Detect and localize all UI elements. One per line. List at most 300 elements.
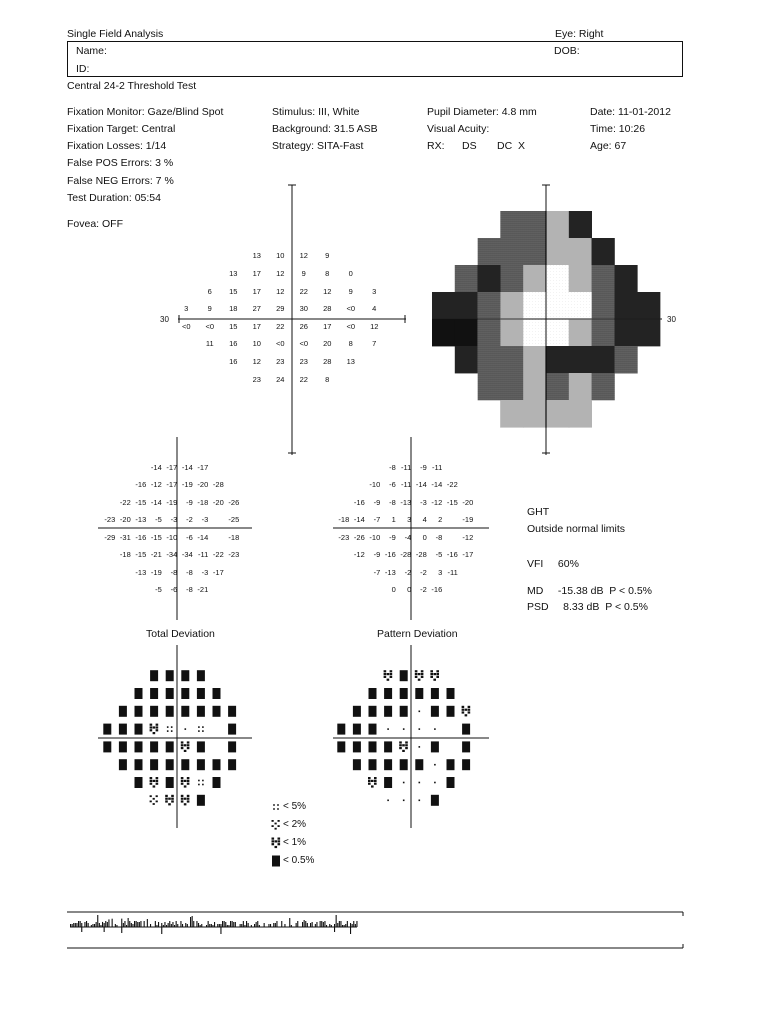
p-lt-0-5-symbol bbox=[119, 741, 127, 752]
pattern-deviation-value: 0 bbox=[407, 585, 412, 595]
grayscale-cell bbox=[569, 292, 592, 319]
pattern-deviation-value: -10 bbox=[369, 480, 381, 490]
threshold-value: 22 bbox=[299, 374, 308, 384]
total-deviation-value: -18 bbox=[197, 497, 209, 507]
p-lt-5-symbol bbox=[273, 804, 279, 810]
p-lt-0-5-symbol bbox=[181, 688, 189, 699]
total-deviation-value: -16 bbox=[135, 532, 147, 542]
fixation-losses: Fixation Losses: 1/14 bbox=[67, 140, 167, 152]
p-lt-0-5-symbol bbox=[135, 777, 143, 788]
p-lt-0-5-symbol bbox=[462, 759, 470, 770]
pattern-deviation-value: -7 bbox=[373, 515, 381, 525]
threshold-value: 8 bbox=[325, 374, 330, 384]
p-lt-1-symbol bbox=[181, 741, 190, 752]
pattern-deviation-value: -16 bbox=[353, 497, 365, 507]
total-deviation-value: -23 bbox=[104, 515, 116, 525]
grayscale-cell bbox=[500, 319, 523, 346]
total-deviation-value: -18 bbox=[119, 550, 131, 560]
threshold-value: 9 bbox=[207, 304, 212, 314]
threshold-value: 9 bbox=[325, 251, 330, 261]
total-deviation-value: -25 bbox=[228, 515, 240, 525]
grayscale-cell bbox=[546, 319, 569, 346]
total-deviation-value: -19 bbox=[166, 497, 178, 507]
name-field: Name: bbox=[76, 45, 107, 57]
pattern-deviation-value: -8 bbox=[389, 497, 396, 507]
psd-value: PSD 8.33 dB P < 0.5% bbox=[527, 601, 648, 613]
grayscale-cell bbox=[614, 265, 637, 292]
grayscale-cell bbox=[523, 400, 546, 427]
grayscale-cell bbox=[432, 292, 455, 319]
total-deviation-value: -17 bbox=[166, 480, 178, 490]
total-deviation-value: -34 bbox=[166, 550, 178, 560]
total-deviation-value: -3 bbox=[201, 515, 209, 525]
total-deviation-value: -12 bbox=[150, 480, 162, 490]
p-lt-0-5-symbol bbox=[166, 777, 174, 788]
grayscale-cell bbox=[569, 211, 592, 238]
pattern-deviation-value: -14 bbox=[431, 480, 443, 490]
threshold-value: 12 bbox=[299, 251, 308, 261]
pattern-deviation-value: -15 bbox=[446, 497, 458, 507]
threshold-value: 12 bbox=[276, 286, 285, 296]
total-deviation-value: -17 bbox=[212, 567, 224, 577]
total-deviation-value: -20 bbox=[212, 497, 224, 507]
total-deviation-label: Total Deviation bbox=[146, 628, 215, 640]
pattern-deviation-value: -11 bbox=[431, 462, 443, 472]
p-lt-0-5-symbol bbox=[337, 741, 345, 752]
pattern-deviation-value: -16 bbox=[431, 585, 443, 595]
grayscale-cell bbox=[569, 319, 592, 346]
pattern-deviation-value: -9 bbox=[373, 550, 381, 560]
false-pos-errors: False POS Errors: 3 % bbox=[67, 157, 174, 169]
normal-symbol bbox=[419, 800, 421, 802]
axis-label-left: 30 bbox=[160, 315, 169, 324]
p-lt-0-5-symbol bbox=[400, 706, 408, 717]
pattern-deviation-value: -13 bbox=[384, 567, 396, 577]
ght-value: Outside normal limits bbox=[527, 523, 626, 535]
pattern-deviation-value: -4 bbox=[404, 532, 412, 542]
pattern-deviation-value: -9 bbox=[373, 497, 381, 507]
normal-symbol bbox=[434, 782, 436, 784]
grayscale-cell bbox=[500, 292, 523, 319]
total-deviation-value: -3 bbox=[170, 515, 178, 525]
grayscale-cell bbox=[569, 400, 592, 427]
threshold-value: 3 bbox=[372, 286, 377, 296]
pattern-deviation-value: -13 bbox=[400, 497, 412, 507]
threshold-value: 7 bbox=[372, 339, 377, 349]
threshold-value: 15 bbox=[229, 286, 238, 296]
threshold-value: 28 bbox=[323, 357, 332, 366]
total-deviation-value: -15 bbox=[135, 497, 147, 507]
threshold-value: <0 bbox=[181, 321, 191, 331]
threshold-value: 24 bbox=[276, 374, 285, 384]
p-lt-0-5-symbol bbox=[369, 688, 377, 699]
threshold-value: <0 bbox=[346, 321, 356, 331]
p-lt-0-5-symbol bbox=[353, 724, 361, 735]
p-lt-0-5-symbol bbox=[197, 795, 205, 806]
total-deviation-value: -5 bbox=[155, 515, 162, 525]
p-lt-0-5-symbol bbox=[166, 741, 174, 752]
grayscale-cell bbox=[592, 373, 615, 400]
total-deviation-value: -31 bbox=[119, 532, 131, 542]
p-lt-0-5-symbol bbox=[400, 759, 408, 770]
p-lt-1-symbol bbox=[399, 741, 408, 752]
pattern-deviation-value: -14 bbox=[353, 515, 365, 525]
grayscale-cell bbox=[592, 292, 615, 319]
total-deviation-value: -22 bbox=[212, 550, 224, 560]
p-lt-1-symbol bbox=[384, 670, 393, 681]
threshold-value: 22 bbox=[276, 321, 285, 331]
grayscale-cell bbox=[637, 292, 660, 319]
total-deviation-value: -17 bbox=[197, 462, 209, 472]
p-lt-0-5-symbol bbox=[353, 706, 361, 717]
threshold-value: 9 bbox=[301, 269, 306, 278]
threshold-value: 29 bbox=[276, 304, 285, 314]
pattern-deviation-value: -28 bbox=[400, 550, 412, 560]
grayscale-cell bbox=[614, 319, 637, 346]
pattern-deviation-value: -12 bbox=[353, 550, 365, 560]
total-deviation-value: -26 bbox=[228, 497, 240, 507]
threshold-value: 10 bbox=[276, 251, 285, 261]
grayscale-cell bbox=[478, 373, 501, 400]
total-deviation-value: -17 bbox=[166, 462, 178, 472]
normal-symbol bbox=[419, 711, 421, 713]
p-lt-0-5-symbol bbox=[369, 724, 377, 735]
threshold-value: 13 bbox=[252, 251, 261, 261]
threshold-value: 27 bbox=[252, 304, 261, 314]
normal-symbol bbox=[403, 800, 405, 802]
p-lt-5-symbol bbox=[167, 726, 173, 732]
p-lt-0-5-symbol bbox=[197, 670, 205, 681]
pattern-deviation-value: 3 bbox=[438, 567, 443, 577]
report-title: Single Field Analysis bbox=[67, 28, 164, 40]
total-deviation-value: -5 bbox=[155, 585, 162, 595]
total-deviation-value: -23 bbox=[228, 550, 240, 560]
total-deviation-value: -19 bbox=[181, 480, 193, 490]
p-lt-0-5-symbol bbox=[462, 724, 470, 735]
p-lt-1-symbol bbox=[462, 706, 471, 717]
threshold-value: 12 bbox=[252, 357, 261, 366]
p-lt-0-5-symbol bbox=[150, 688, 158, 699]
grayscale-cell bbox=[478, 265, 501, 292]
p-lt-0-5-symbol bbox=[415, 759, 423, 770]
p-lt-0-5-symbol bbox=[119, 706, 127, 717]
normal-symbol bbox=[387, 800, 389, 802]
normal-symbol bbox=[434, 764, 436, 766]
total-deviation-value: -14 bbox=[150, 462, 162, 472]
p-lt-0-5-symbol bbox=[384, 706, 392, 717]
p-lt-0-5-symbol bbox=[431, 741, 439, 752]
pattern-deviation-value: -9 bbox=[389, 532, 396, 542]
p-lt-0-5-symbol bbox=[228, 706, 236, 717]
total-deviation-value: -6 bbox=[170, 585, 178, 595]
pattern-deviation-value: -8 bbox=[389, 462, 396, 472]
grayscale-cell bbox=[637, 319, 660, 346]
id-field: ID: bbox=[76, 63, 90, 75]
p-lt-0-5-symbol bbox=[400, 688, 408, 699]
false-neg-errors: False NEG Errors: 7 % bbox=[67, 175, 174, 187]
grayscale-cell bbox=[500, 238, 523, 265]
legend-1: < 1% bbox=[283, 837, 307, 848]
threshold-value: 22 bbox=[299, 286, 308, 296]
strategy: Strategy: SITA-Fast bbox=[272, 140, 364, 152]
pattern-deviation-value: -2 bbox=[420, 567, 427, 577]
total-deviation-value: -15 bbox=[135, 550, 147, 560]
p-lt-0-5-symbol bbox=[228, 741, 236, 752]
test-date: Date: 11-01-2012 bbox=[590, 106, 671, 118]
pattern-deviation-value: 0 bbox=[422, 532, 427, 542]
threshold-value: 16 bbox=[229, 339, 238, 349]
threshold-value: <0 bbox=[205, 321, 215, 331]
p-lt-0-5-symbol bbox=[119, 724, 127, 735]
p-lt-0-5-symbol bbox=[213, 688, 221, 699]
p-lt-0-5-symbol bbox=[369, 741, 377, 752]
p-lt-1-symbol bbox=[150, 777, 159, 788]
p-lt-0-5-symbol bbox=[166, 759, 174, 770]
p-lt-0-5-symbol bbox=[384, 777, 392, 788]
grayscale-cell bbox=[455, 292, 478, 319]
total-deviation-value: -3 bbox=[201, 567, 209, 577]
p-lt-0-5-symbol bbox=[135, 724, 143, 735]
pattern-deviation-label: Pattern Deviation bbox=[377, 628, 458, 640]
grayscale-cell bbox=[455, 346, 478, 373]
pattern-deviation-value: -7 bbox=[373, 567, 381, 577]
threshold-value: 16 bbox=[229, 357, 238, 366]
p-lt-1-symbol bbox=[415, 670, 424, 681]
p-lt-0-5-symbol bbox=[415, 688, 423, 699]
legend-symbols bbox=[272, 804, 281, 866]
p-lt-0-5-symbol bbox=[181, 706, 189, 717]
p-lt-2-symbol bbox=[150, 795, 158, 805]
md-value: MD -15.38 dB P < 0.5% bbox=[527, 585, 652, 597]
grayscale-cell bbox=[500, 346, 523, 373]
total-deviation-value: -14 bbox=[181, 462, 193, 472]
total-deviation-value: -16 bbox=[135, 480, 147, 490]
pattern-deviation-value: -12 bbox=[431, 497, 443, 507]
fixation-monitor: Fixation Monitor: Gaze/Blind Spot bbox=[67, 106, 224, 118]
grayscale-cell bbox=[455, 265, 478, 292]
grayscale-cell bbox=[478, 292, 501, 319]
p-lt-0-5-symbol bbox=[135, 706, 143, 717]
rx: RX: DS DC X bbox=[427, 140, 526, 152]
threshold-value: 13 bbox=[229, 269, 238, 278]
pattern-deviation-value: -5 bbox=[435, 550, 443, 560]
p-lt-0-5-symbol bbox=[150, 670, 158, 681]
grayscale-cell bbox=[523, 238, 546, 265]
total-deviation-value: -19 bbox=[150, 567, 162, 577]
total-deviation-value: -29 bbox=[104, 532, 116, 542]
threshold-value: 3 bbox=[184, 304, 189, 314]
p-lt-0-5-symbol bbox=[228, 724, 236, 735]
grayscale-cell bbox=[500, 211, 523, 238]
grayscale-cell bbox=[432, 319, 455, 346]
pattern-deviation-value: -28 bbox=[415, 550, 427, 560]
grayscale-cell bbox=[546, 292, 569, 319]
p-lt-1-symbol bbox=[181, 777, 190, 788]
p-lt-1-symbol bbox=[368, 777, 377, 788]
threshold-value: 26 bbox=[299, 321, 308, 331]
threshold-value: 18 bbox=[229, 304, 238, 314]
ght-label: GHT bbox=[527, 506, 550, 518]
p-lt-0-5-symbol bbox=[135, 759, 143, 770]
threshold-value: 10 bbox=[252, 339, 261, 349]
threshold-value: 28 bbox=[323, 304, 332, 314]
grayscale-cell bbox=[523, 319, 546, 346]
p-lt-0-5-symbol bbox=[384, 759, 392, 770]
total-deviation-value: -20 bbox=[197, 480, 209, 490]
p-lt-1-symbol bbox=[272, 838, 281, 849]
grayscale-cell bbox=[614, 292, 637, 319]
grayscale-cell bbox=[523, 265, 546, 292]
legend-5: < 5% bbox=[283, 801, 307, 812]
grayscale-cell bbox=[478, 238, 501, 265]
p-lt-0-5-symbol bbox=[150, 741, 158, 752]
p-lt-0-5-symbol bbox=[103, 741, 111, 752]
p-lt-0-5-symbol bbox=[272, 856, 280, 867]
total-deviation-value: -21 bbox=[150, 550, 162, 560]
normal-symbol bbox=[419, 782, 421, 784]
p-lt-0-5-symbol bbox=[431, 706, 439, 717]
threshold-value: 15 bbox=[229, 321, 238, 331]
p-lt-0-5-symbol bbox=[103, 724, 111, 735]
threshold-value: 9 bbox=[348, 286, 353, 296]
grayscale-cell bbox=[546, 373, 569, 400]
grayscale-cell bbox=[523, 292, 546, 319]
pattern-deviation-value: -23 bbox=[338, 532, 350, 542]
test-time: Time: 10:26 bbox=[590, 123, 646, 135]
normal-symbol bbox=[419, 728, 421, 730]
fovea: Fovea: OFF bbox=[67, 218, 124, 230]
p-lt-0-5-symbol bbox=[400, 670, 408, 681]
p-lt-0-5-symbol bbox=[150, 759, 158, 770]
p-lt-0-5-symbol bbox=[213, 706, 221, 717]
test-name: Central 24-2 Threshold Test bbox=[67, 80, 197, 92]
pattern-deviation-value: -3 bbox=[420, 497, 427, 507]
grayscale-cell bbox=[523, 346, 546, 373]
normal-symbol bbox=[185, 728, 187, 730]
normal-symbol bbox=[419, 746, 421, 748]
p-lt-0-5-symbol bbox=[228, 759, 236, 770]
threshold-value: 23 bbox=[299, 357, 308, 366]
p-lt-0-5-symbol bbox=[353, 759, 361, 770]
p-lt-0-5-symbol bbox=[119, 759, 127, 770]
pattern-deviation-value: 1 bbox=[391, 515, 396, 525]
p-lt-0-5-symbol bbox=[197, 688, 205, 699]
test-duration: Test Duration: 05:54 bbox=[67, 192, 161, 204]
grayscale-cell bbox=[546, 211, 569, 238]
threshold-value: 6 bbox=[207, 286, 212, 296]
p-lt-0-5-symbol bbox=[353, 741, 361, 752]
pattern-deviation-value: -17 bbox=[462, 550, 474, 560]
normal-symbol bbox=[403, 782, 405, 784]
p-lt-0-5-symbol bbox=[431, 688, 439, 699]
total-deviation-value: -20 bbox=[119, 515, 131, 525]
p-lt-0-5-symbol bbox=[135, 741, 143, 752]
total-deviation-value: -8 bbox=[186, 585, 193, 595]
pattern-deviation-value: -16 bbox=[384, 550, 396, 560]
p-lt-0-5-symbol bbox=[197, 759, 205, 770]
total-deviation-value: -14 bbox=[197, 532, 209, 542]
pattern-deviation-value: -26 bbox=[353, 532, 365, 542]
pattern-deviation-value: -11 bbox=[447, 567, 458, 577]
grayscale-cell bbox=[569, 346, 592, 373]
p-lt-0-5-symbol bbox=[181, 670, 189, 681]
p-lt-1-symbol bbox=[150, 724, 159, 735]
total-deviation-value: -8 bbox=[186, 567, 193, 577]
normal-symbol bbox=[403, 728, 405, 730]
grayscale-cell bbox=[500, 265, 523, 292]
pattern-deviation-value: -10 bbox=[369, 532, 381, 542]
patient-age: Age: 67 bbox=[590, 140, 627, 152]
threshold-value: 23 bbox=[276, 357, 285, 366]
p-lt-0-5-symbol bbox=[135, 688, 143, 699]
total-deviation-value: -22 bbox=[119, 497, 131, 507]
pattern-deviation-value: -12 bbox=[462, 532, 474, 542]
normal-symbol bbox=[434, 728, 436, 730]
p-lt-0-5-symbol bbox=[213, 759, 221, 770]
threshold-value: 17 bbox=[252, 321, 261, 331]
stimulus: Stimulus: III, White bbox=[272, 106, 360, 118]
p-lt-1-symbol bbox=[430, 670, 439, 681]
p-lt-0-5-symbol bbox=[166, 688, 174, 699]
grayscale-map bbox=[432, 185, 662, 455]
legend-2: < 2% bbox=[283, 819, 307, 830]
vfi-value: VFI 60% bbox=[527, 558, 579, 570]
total-deviation-value: -21 bbox=[197, 585, 209, 595]
grayscale-cell bbox=[569, 265, 592, 292]
pattern-deviation-value: 3 bbox=[407, 515, 412, 525]
threshold-value: 30 bbox=[299, 304, 308, 314]
total-deviation-value: -15 bbox=[150, 532, 162, 542]
grayscale-cell bbox=[500, 400, 523, 427]
p-lt-5-symbol bbox=[198, 780, 204, 786]
p-lt-0-5-symbol bbox=[447, 777, 455, 788]
p-lt-0-5-symbol bbox=[213, 777, 221, 788]
grayscale-cell bbox=[592, 238, 615, 265]
fixation-target: Fixation Target: Central bbox=[67, 123, 176, 135]
p-lt-0-5-symbol bbox=[369, 759, 377, 770]
threshold-value: 12 bbox=[370, 321, 379, 331]
total-deviation-value: -14 bbox=[150, 497, 162, 507]
threshold-value: 4 bbox=[372, 304, 377, 314]
threshold-value: 12 bbox=[276, 269, 285, 278]
threshold-value: 12 bbox=[323, 286, 332, 296]
p-lt-0-5-symbol bbox=[197, 741, 205, 752]
grayscale-cell bbox=[592, 319, 615, 346]
threshold-value: 17 bbox=[252, 269, 261, 278]
pattern-deviation-value: 4 bbox=[422, 515, 427, 525]
p-lt-0-5-symbol bbox=[166, 706, 174, 717]
threshold-value: 13 bbox=[346, 357, 355, 366]
p-lt-0-5-symbol bbox=[181, 759, 189, 770]
total-deviation-value: -28 bbox=[212, 480, 224, 490]
threshold-value: <0 bbox=[346, 304, 356, 314]
grayscale-cell bbox=[569, 373, 592, 400]
total-deviation-value: -8 bbox=[170, 567, 178, 577]
grayscale-cell bbox=[478, 319, 501, 346]
background: Background: 31.5 ASB bbox=[272, 123, 378, 135]
p-lt-0-5-symbol bbox=[462, 741, 470, 752]
grayscale-cell bbox=[614, 346, 637, 373]
pattern-deviation-value: 2 bbox=[438, 515, 443, 525]
legend-05: < 0.5% bbox=[283, 855, 315, 866]
pattern-deviation-value: -20 bbox=[462, 497, 474, 507]
grayscale-cell bbox=[592, 265, 615, 292]
threshold-value: <0 bbox=[299, 339, 309, 349]
grayscale-cell bbox=[569, 238, 592, 265]
pattern-deviation-value: -11 bbox=[400, 480, 412, 490]
p-lt-0-5-symbol bbox=[447, 759, 455, 770]
pattern-deviation-value: -19 bbox=[462, 515, 474, 525]
